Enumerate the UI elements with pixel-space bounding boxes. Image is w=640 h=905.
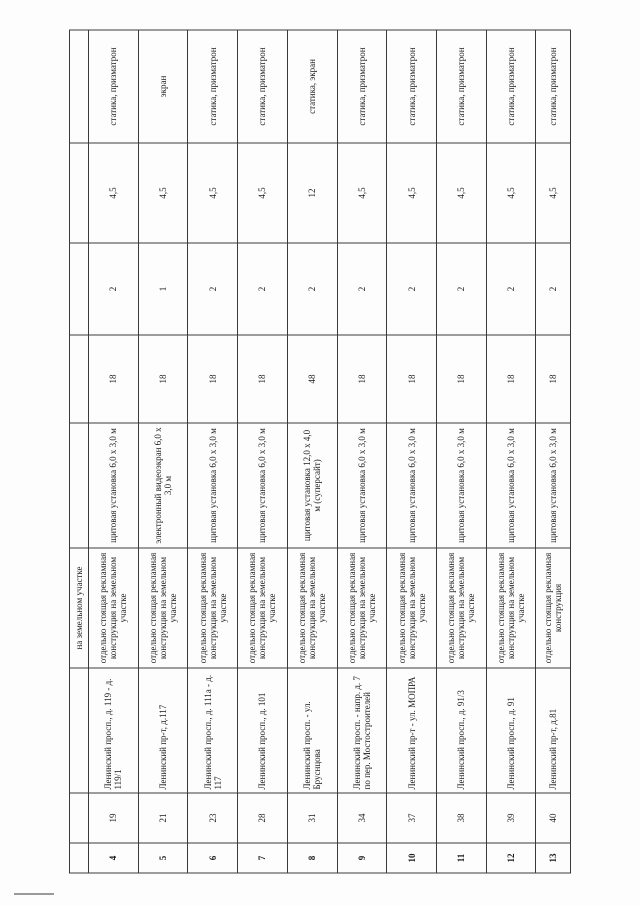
sides-cell: 2 — [188, 243, 238, 335]
table-row — [188, 30, 238, 873]
sides-cell: 2 — [337, 243, 387, 335]
structure-type-cell: щитовая установка 6,0 х 3,0 м — [387, 423, 437, 548]
area-cell: 18 — [138, 335, 188, 423]
table-row — [387, 30, 437, 873]
sides-cell: 2 — [436, 243, 486, 335]
object-id-cell: 39 — [486, 793, 536, 843]
height-cell: 4,5 — [89, 143, 139, 243]
structure-type-cell: электронный видеоэкран 6,0 х 3,0 м — [138, 423, 188, 548]
advertising-structures-table — [69, 30, 571, 874]
area-cell: 18 — [238, 335, 288, 423]
table-row — [138, 30, 188, 873]
row-number-cell: 10 — [387, 843, 437, 873]
technology-cell: статика, призматрон — [238, 30, 288, 143]
object-id-cell: 38 — [436, 793, 486, 843]
sides-cell: 2 — [387, 243, 437, 335]
technology-cell: статика, призматрон — [536, 30, 571, 143]
category-cell: отдельно стоящая рекламная конструкция на земельном участке — [287, 548, 337, 668]
sides-cell: 2 — [238, 243, 288, 335]
height-cell: 4,5 — [486, 143, 536, 243]
category-cell: отдельно стоящая рекламная конструкция — [536, 548, 571, 668]
address-cell: Ленинский просп. - напр. д. 7 по пер. Мостостроителей — [337, 668, 387, 793]
object-id-cell: 34 — [337, 793, 387, 843]
table-row — [337, 30, 387, 873]
address-cell: Ленинский просп., д. 111а - д. 117 — [188, 668, 238, 793]
category-cell: отдельно стоящая рекламная конструкция на земельном участке — [188, 548, 238, 668]
row-number-cell: 6 — [188, 843, 238, 873]
technology-cell: статика, экран — [287, 30, 337, 143]
area-cell: 48 — [287, 335, 337, 423]
table-row — [89, 30, 139, 873]
structure-type-cell: щитовая установка 6,0 х 3,0 м — [536, 423, 571, 548]
area-cell: 18 — [188, 335, 238, 423]
address-cell: Ленинский пр-т - ул. МОПРА — [387, 668, 437, 793]
structure-type-cell: щитовая установка 6,0 х 3,0 м — [486, 423, 536, 548]
technology-cell: статика, призматрон — [486, 30, 536, 143]
address-cell: Ленинский просп., д. 101 — [238, 668, 288, 793]
object-id-cell: 28 — [238, 793, 288, 843]
structure-type-cell: щитовая установка 12,0 х 4,0 м (суперсайт) — [287, 423, 337, 548]
category-cell: отдельно стоящая рекламная конструкция на земельном участке — [89, 548, 139, 668]
technology-cell: экран — [138, 30, 188, 143]
technology-cell: статика, призматрон — [89, 30, 139, 143]
technology-cell: статика, призматрон — [188, 30, 238, 143]
structure-type-cell: щитовая установка 6,0 х 3,0 м — [89, 423, 139, 548]
category-cell: отдельно стоящая рекламная конструкция на земельном участке — [238, 548, 288, 668]
technology-cell: статика, призматрон — [387, 30, 437, 143]
address-cell: Ленинский просп., д. 91/3 — [436, 668, 486, 793]
height-cell: 4,5 — [387, 143, 437, 243]
structure-type-cell: щитовая установка 6,0 х 3,0 м — [337, 423, 387, 548]
object-id-cell: 37 — [387, 793, 437, 843]
technology-cell: статика, призматрон — [337, 30, 387, 143]
rotated-table-wrapper — [69, 31, 571, 874]
height-cell: 4,5 — [536, 143, 571, 243]
category-cell: отдельно стоящая рекламная конструкция на земельном участке — [486, 548, 536, 668]
table-row — [287, 30, 337, 873]
object-id-cell: 23 — [188, 793, 238, 843]
area-cell: 18 — [536, 335, 571, 423]
height-cell: 4,5 — [436, 143, 486, 243]
row-number-cell: 5 — [138, 843, 188, 873]
address-cell: Ленинский просп., д. 91 — [486, 668, 536, 793]
address-cell: Ленинский пр-т, д.81 — [536, 668, 571, 793]
row-number-cell: 11 — [436, 843, 486, 873]
height-cell: 4,5 — [238, 143, 288, 243]
height-cell: 4,5 — [138, 143, 188, 243]
object-id-cell: 40 — [536, 793, 571, 843]
height-cell: 4,5 — [188, 143, 238, 243]
structure-type-cell: щитовая установка 6,0 х 3,0 м — [188, 423, 238, 548]
sides-cell: 1 — [138, 243, 188, 335]
sides-cell: 2 — [536, 243, 571, 335]
area-cell: 18 — [337, 335, 387, 423]
table-row — [486, 30, 536, 873]
sides-cell: 2 — [89, 243, 139, 335]
area-cell: 18 — [387, 335, 437, 423]
table-row — [436, 30, 486, 873]
area-cell: 18 — [436, 335, 486, 423]
object-id-cell: 21 — [138, 793, 188, 843]
sides-cell: 2 — [486, 243, 536, 335]
table-row — [238, 30, 288, 873]
category-cell: отдельно стоящая рекламная конструкция на земельном участке — [138, 548, 188, 668]
technology-cell: статика, призматрон — [436, 30, 486, 143]
area-cell: 18 — [89, 335, 139, 423]
row-number-cell: 12 — [486, 843, 536, 873]
category-cell: отдельно стоящая рекламная конструкция на земельном участке — [337, 548, 387, 668]
row-number-cell: 13 — [536, 843, 571, 873]
structure-type-cell: щитовая установка 6,0 х 3,0 м — [436, 423, 486, 548]
structure-type-cell: щитовая установка 6,0 х 3,0 м — [238, 423, 288, 548]
area-cell: 18 — [486, 335, 536, 423]
address-cell: Ленинский пр-т, д.117 — [138, 668, 188, 793]
category-cell: отдельно стоящая рекламная конструкция на земельном участке — [436, 548, 486, 668]
row-number-cell: 4 — [89, 843, 139, 873]
category-cell: отдельно стоящая рекламная конструкция на земельном участке — [387, 548, 437, 668]
address-cell: Ленинский просп. - ул. Бруснцова — [287, 668, 337, 793]
carry-over-text: на земельном участке — [70, 548, 89, 668]
object-id-cell: 31 — [287, 793, 337, 843]
table-row — [536, 30, 571, 873]
carry-over-row — [70, 30, 89, 873]
height-cell: 12 — [287, 143, 337, 243]
row-number-cell: 7 — [238, 843, 288, 873]
row-number-cell: 8 — [287, 843, 337, 873]
object-id-cell: 19 — [89, 793, 139, 843]
sides-cell: 2 — [287, 243, 337, 335]
scan-mark — [14, 893, 54, 895]
height-cell: 4,5 — [337, 143, 387, 243]
address-cell: Ленинский просп., д. 119 - д. 119/1 — [89, 668, 139, 793]
row-number-cell: 9 — [337, 843, 387, 873]
